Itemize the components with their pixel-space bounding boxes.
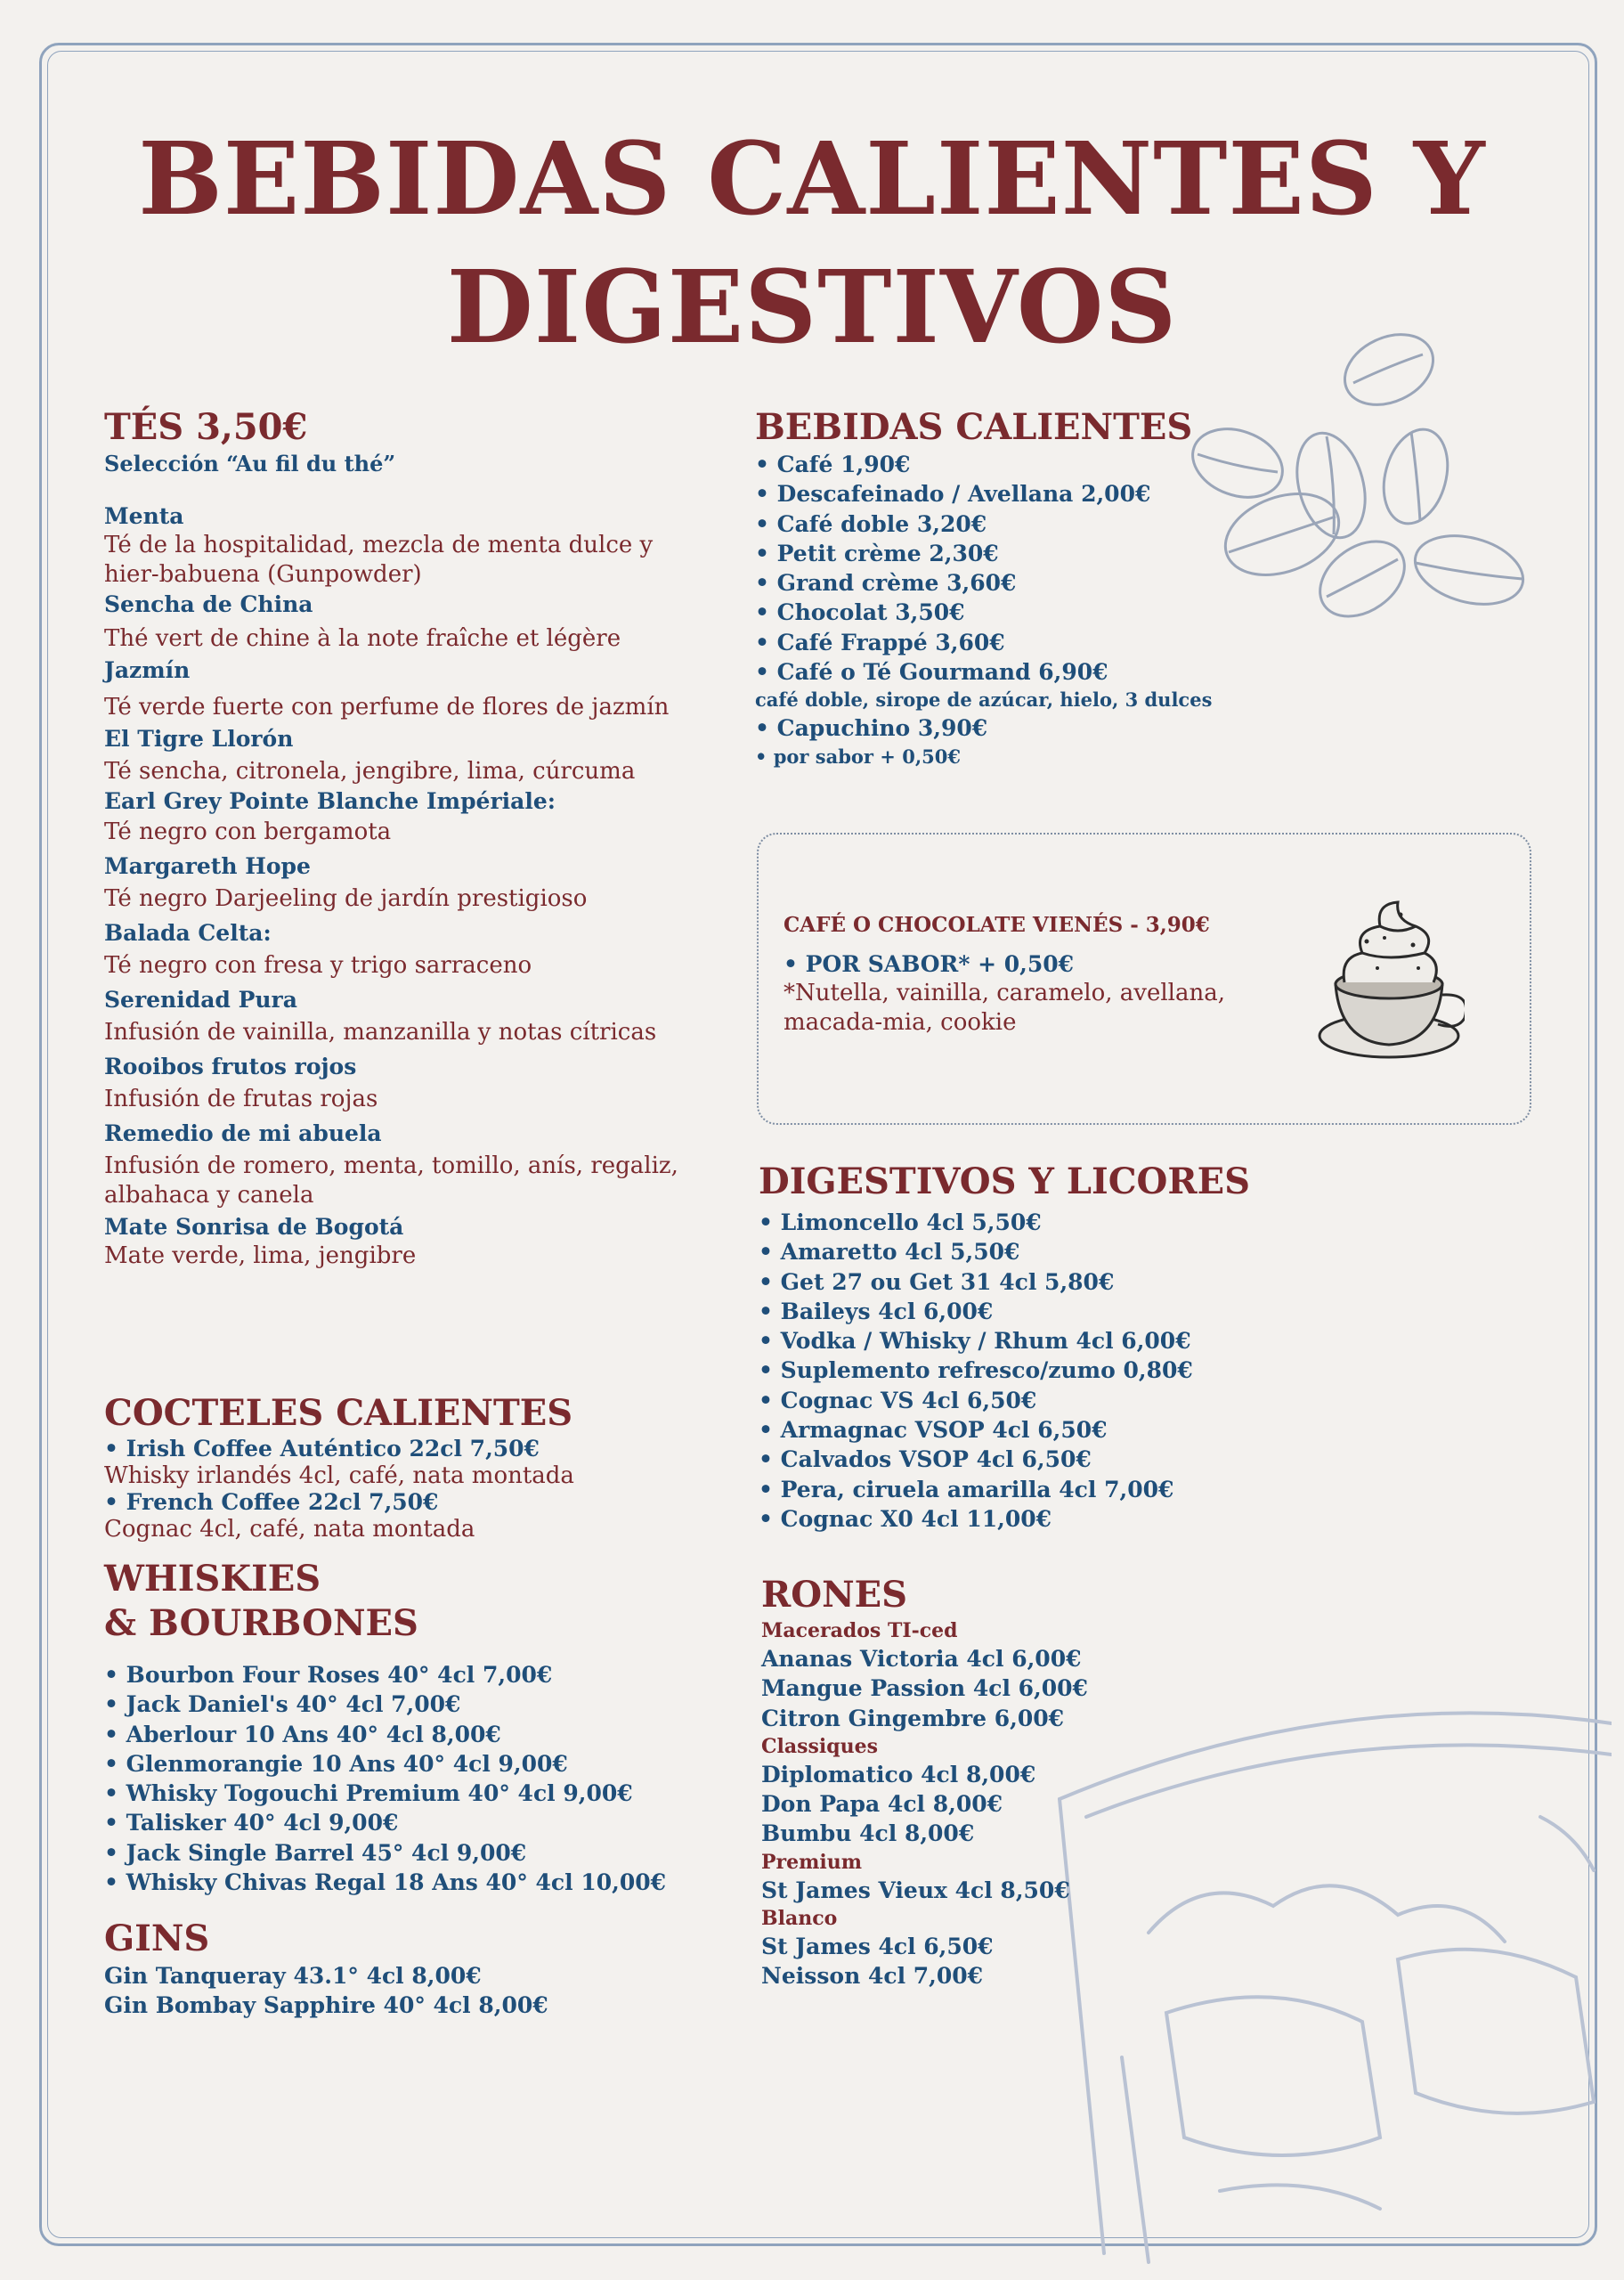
tea-name: Jazmín xyxy=(104,657,191,683)
tea-name: Balada Celta: xyxy=(104,920,272,946)
cocktail-desc: Whisky irlandés 4cl, café, nata montada xyxy=(104,1462,574,1489)
liquor-item: • Get 27 ou Get 31 4cl 5,80€ xyxy=(759,1268,1115,1295)
cocktail-name: • French Coffee 22cl 7,50€ xyxy=(104,1489,439,1515)
whisky-item: • Glenmorangie 10 Ans 40° 4cl 9,00€ xyxy=(104,1750,568,1777)
cocktail-desc: Cognac 4cl, café, nata montada xyxy=(104,1516,475,1543)
tea-desc: Té de la hospitalidad, mezcla de menta dulce y hier-babuena (Gunpowder) xyxy=(104,532,654,588)
tea-name: Margareth Hope xyxy=(104,853,311,879)
rum-item: Citron Gingembre 6,00€ xyxy=(761,1705,1065,1731)
whisky-item: • Jack Single Barrel 45° 4cl 9,00€ xyxy=(104,1839,527,1866)
gins-heading: GINS xyxy=(104,1918,210,1959)
bebidas-heading: BEBIDAS CALIENTES xyxy=(755,406,1193,448)
drink-item: • Chocolat 3,50€ xyxy=(755,599,965,626)
gin-item: Gin Tanqueray 43.1° 4cl 8,00€ xyxy=(104,1963,482,1989)
rum-item: Diplomatico 4cl 8,00€ xyxy=(761,1761,1036,1787)
tea-desc: Té negro con bergamota xyxy=(104,818,392,845)
tes-section xyxy=(104,405,710,1271)
tea-desc: Té verde fuerte con perfume de flores de jazmín xyxy=(104,694,670,721)
liquor-item: • Pera, ciruela amarilla 4cl 7,00€ xyxy=(759,1476,1174,1502)
rum-category: Blanco xyxy=(761,1907,838,1931)
tes-heading: TÉS 3,50€ xyxy=(104,406,308,448)
cocktail-name: • Irish Coffee Auténtico 22cl 7,50€ xyxy=(104,1436,540,1462)
whisky-item: • Whisky Chivas Regal 18 Ans 40° 4cl 10,00€ xyxy=(104,1869,667,1896)
drink-item: • Capuchino 3,90€ xyxy=(755,715,988,742)
rum-item: St James Vieux 4cl 8,50€ xyxy=(761,1877,1070,1903)
drink-item: • Petit crème 2,30€ xyxy=(755,540,999,566)
tes-subtitle: Selección “Au fil du thé” xyxy=(104,451,396,476)
rum-category: Premium xyxy=(761,1850,863,1874)
tea-name: Sencha de China xyxy=(104,591,313,617)
liquor-item: • Limoncello 4cl 5,50€ xyxy=(759,1209,1042,1235)
gin-item: Gin Bombay Sapphire 40° 4cl 8,00€ xyxy=(104,1992,548,2019)
digestivos-heading: DIGESTIVOS Y LICORES xyxy=(759,1160,1251,1202)
rum-item: Don Papa 4cl 8,00€ xyxy=(761,1791,1003,1818)
drink-item: • Descafeinado / Avellana 2,00€ xyxy=(755,481,1151,508)
liquor-item: • Suplemento refresco/zumo 0,80€ xyxy=(759,1357,1193,1384)
gourmand-note: café doble, sirope de azúcar, hielo, 3 dulces xyxy=(755,688,1213,712)
rum-item: Mangue Passion 4cl 6,00€ xyxy=(761,1675,1088,1702)
drink-item: • Grand crème 3,60€ xyxy=(755,570,1017,597)
vienes-note: *Nutella, vainilla, caramelo, avellana, macada-mia, cookie xyxy=(784,980,1225,1037)
bebidas-section xyxy=(755,405,1325,770)
page-title-line2: DIGESTIVOS xyxy=(446,249,1178,366)
tea-name: Remedio de mi abuela xyxy=(104,1120,382,1146)
whisky-item: • Jack Daniel's 40° 4cl 7,00€ xyxy=(104,1691,461,1718)
liquor-item: • Calvados VSOP 4cl 6,50€ xyxy=(759,1446,1092,1473)
whiskies-heading-1: WHISKIES xyxy=(104,1558,321,1600)
vienes-heading: CAFÉ O CHOCOLATE VIENÉS - 3,90€ xyxy=(784,913,1210,937)
rum-category: Macerados TI-ced xyxy=(761,1619,958,1642)
vienes-section xyxy=(784,912,1318,1038)
tea-name: Earl Grey Pointe Blanche Impériale: xyxy=(104,788,556,814)
tea-name: Rooibos frutos rojos xyxy=(104,1054,357,1079)
tea-name: Mate Sonrisa de Bogotá xyxy=(104,1214,404,1240)
rum-item: Neisson 4cl 7,00€ xyxy=(761,1963,984,1990)
vienes-por-sabor: • POR SABOR* + 0,50€ xyxy=(784,951,1075,977)
liquor-item: • Vodka / Whisky / Rhum 4cl 6,00€ xyxy=(759,1328,1191,1355)
vienna-coffee-cup-illustration xyxy=(1313,886,1465,1064)
liquor-item: • Cognac VS 4cl 6,50€ xyxy=(759,1387,1037,1413)
page-title xyxy=(0,116,1624,372)
whisky-item: • Whisky Togouchi Premium 40° 4cl 9,00€ xyxy=(104,1780,633,1807)
tea-name: Serenidad Pura xyxy=(104,987,297,1013)
drink-item: • Café o Té Gourmand 6,90€ xyxy=(755,659,1108,686)
tea-desc: Té negro Darjeeling de jardín prestigioso xyxy=(104,885,588,912)
tea-desc: Té negro con fresa y trigo sarraceno xyxy=(104,952,532,979)
tea-desc: Thé vert de chine à la note fraîche et légère xyxy=(104,625,621,652)
rones-heading: RONES xyxy=(761,1574,908,1616)
drink-item: • Café 1,90€ xyxy=(755,452,911,477)
rum-category: Classiques xyxy=(761,1734,879,1758)
gins-section xyxy=(104,1917,727,2021)
cocteles-heading: COCTELES CALIENTES xyxy=(104,1392,573,1434)
page-title-line1: BEBIDAS CALIENTES Y xyxy=(138,121,1486,238)
whisky-item: • Talisker 40° 4cl 9,00€ xyxy=(104,1810,399,1836)
tea-desc: Mate verde, lima, jengibre xyxy=(104,1242,417,1269)
tea-desc: Infusión de romero, menta, tomillo, anís, regaliz, albahaca y canela xyxy=(104,1152,678,1209)
drink-item: • Café Frappé 3,60€ xyxy=(755,629,1005,656)
whisky-item: • Aberlour 10 Ans 40° 4cl 8,00€ xyxy=(104,1721,501,1747)
liquor-item: • Cognac X0 4cl 11,00€ xyxy=(759,1505,1052,1532)
rones-section xyxy=(761,1573,1295,1991)
tea-desc: Té sencha, citronela, jengibre, lima, cúrcuma xyxy=(104,758,636,785)
digestivos-section xyxy=(759,1160,1382,1534)
tea-desc: Infusión de frutas rojas xyxy=(104,1086,378,1112)
liquor-item: • Armagnac VSOP 4cl 6,50€ xyxy=(759,1417,1108,1444)
whiskies-section xyxy=(104,1557,745,1897)
rum-item: St James 4cl 6,50€ xyxy=(761,1934,994,1960)
drink-item: • Café doble 3,20€ xyxy=(755,510,987,537)
tea-name: El Tigre Llorón xyxy=(104,726,294,752)
liquor-item: • Baileys 4cl 6,00€ xyxy=(759,1298,994,1324)
por-sabor-note: • por sabor + 0,50€ xyxy=(755,745,961,768)
rum-item: Bumbu 4cl 8,00€ xyxy=(761,1820,975,1847)
tea-desc: Infusión de vainilla, manzanilla y notas cítricas xyxy=(104,1019,657,1046)
tea-name: Menta xyxy=(104,503,184,529)
rum-item: Ananas Victoria 4cl 6,00€ xyxy=(761,1646,1082,1672)
cocteles-section xyxy=(104,1391,727,1543)
liquor-item: • Amaretto 4cl 5,50€ xyxy=(759,1239,1020,1266)
whisky-item: • Bourbon Four Roses 40° 4cl 7,00€ xyxy=(104,1662,553,1688)
whiskies-heading-2: & BOURBONES xyxy=(104,1602,418,1644)
